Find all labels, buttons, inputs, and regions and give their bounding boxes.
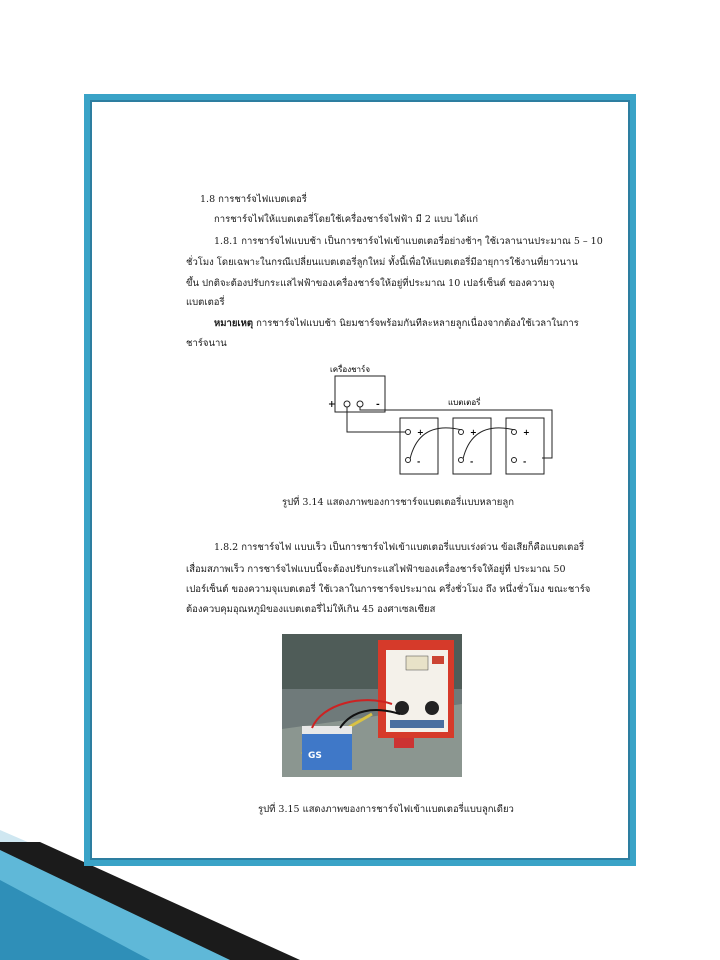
- wire-positive-to-battery-1: [347, 407, 405, 432]
- battery-3-negative: [512, 458, 517, 463]
- fast-charge-line-2: เสื่อมสภาพเร็ว การชาร์จไฟแบบนี้จะต้องปรับกระแสไฟฟ้าของเครื่องชาร์จให้อยู่ที่ ประมาณ 50: [186, 564, 566, 575]
- charger-photo: [282, 634, 462, 777]
- battery-photo-top: [302, 726, 352, 734]
- slow-charge-line-4: แบตเตอรี่: [186, 297, 225, 308]
- fast-charge-line-1: 1.8.2 การชาร์จไฟ แบบเร็ว เป็นการชาร์จไฟเข้าแบตเตอรี่แบบเร่งด่วน ข้อเสียก็คือแบตเตอรี่: [214, 542, 585, 553]
- charger-label: เครื่องชาร์จ: [330, 365, 370, 374]
- battery-3-plus: +: [523, 427, 530, 437]
- battery-3-positive: [512, 430, 517, 435]
- charger-terminal-positive: [344, 401, 350, 407]
- section-heading: 1.8 การชาร์จไฟแบตเตอรี่: [200, 194, 307, 205]
- fast-charge-line-3: เปอร์เซ็นต์ ของความจุแบตเตอรี่ ใช้เวลาในการชาร์จประมาณ ครึ่งชั่วโมง ถึง หนึ่งชั่วโมง ขณะชาร์จ: [186, 584, 591, 595]
- battery-2-plus: +: [470, 427, 477, 437]
- battery-2-negative: [459, 458, 464, 463]
- fast-charge-line-4: ต้องควบคุมอุณหภูมิของแบตเตอรี่ไม่ให้เกิน 45 องศาเซลเซียส: [186, 604, 436, 615]
- note-line-2: ชาร์จนาน: [186, 338, 227, 349]
- charger-base: [394, 738, 414, 748]
- charger-minus-sign: -: [376, 400, 380, 410]
- intro-text: การชาร์จไฟให้แบตเตอรี่โดยใช้เครื่องชาร์จไฟฟ้า มี 2 แบบ ได้แก่: [214, 214, 478, 225]
- charger-brand-plate: [432, 656, 444, 664]
- battery-1-positive: [406, 430, 411, 435]
- document-page: [90, 100, 630, 860]
- charger-label-strip: [390, 720, 444, 728]
- charger-terminal-negative: [357, 401, 363, 407]
- battery-brand-label: GS: [308, 751, 322, 761]
- figure-3-15-caption: รูปที่ 3.15 แสดงภาพของการชาร์จไฟเข้าแบตเตอรี่แบบลูกเดียว: [258, 804, 514, 815]
- charger-plus-sign: +: [328, 400, 336, 410]
- figure-3-14-caption: รูปที่ 3.14 แสดงภาพของการชาร์จแบตเตอรี่แบบหลายลูก: [282, 497, 514, 508]
- battery-label: แบตเตอรี่: [448, 398, 481, 407]
- battery-1-negative: [406, 458, 411, 463]
- multi-battery-wiring-diagram: [242, 360, 530, 490]
- battery-1-plus: +: [417, 427, 424, 437]
- note-line-1: การชาร์จไฟแบบช้า นิยมชาร์จพร้อมกันทีละหลายลูกเนื่องจากต้องใช้เวลาในการ: [253, 318, 579, 329]
- note-paragraph: [214, 314, 579, 334]
- note-label: หมายเหตุ: [214, 318, 254, 329]
- slow-charge-line-2: ชั่วโมง โดยเฉพาะในกรณีเปลี่ยนแบตเตอรี่ลูกใหม่ ทั้งนี้เพื่อให้แบตเตอรี่มีอายุการใช้งานที่ยาวนาน: [186, 257, 578, 268]
- battery-2-minus: -: [470, 456, 474, 466]
- page-content: [92, 102, 628, 858]
- battery-1-minus: -: [417, 456, 421, 466]
- battery-3-minus: -: [523, 456, 527, 466]
- document-frame: [84, 94, 636, 866]
- battery-2-positive: [459, 430, 464, 435]
- charger-knob-right: [425, 701, 439, 715]
- charger-meter: [406, 656, 428, 670]
- slow-charge-line-1: 1.8.1 การชาร์จไฟแบบช้า เป็นการชาร์จไฟเข้าแบตเตอรี่อย่างช้าๆ ใช้เวลานานประมาณ 5 – 10: [214, 236, 603, 247]
- slow-charge-line-3: ขึ้น ปกติจะต้องปรับกระแสไฟฟ้าของเครื่องชาร์จให้อยู่ที่ประมาณ 10 เปอร์เซ็นต์ ของความจุ: [186, 278, 555, 289]
